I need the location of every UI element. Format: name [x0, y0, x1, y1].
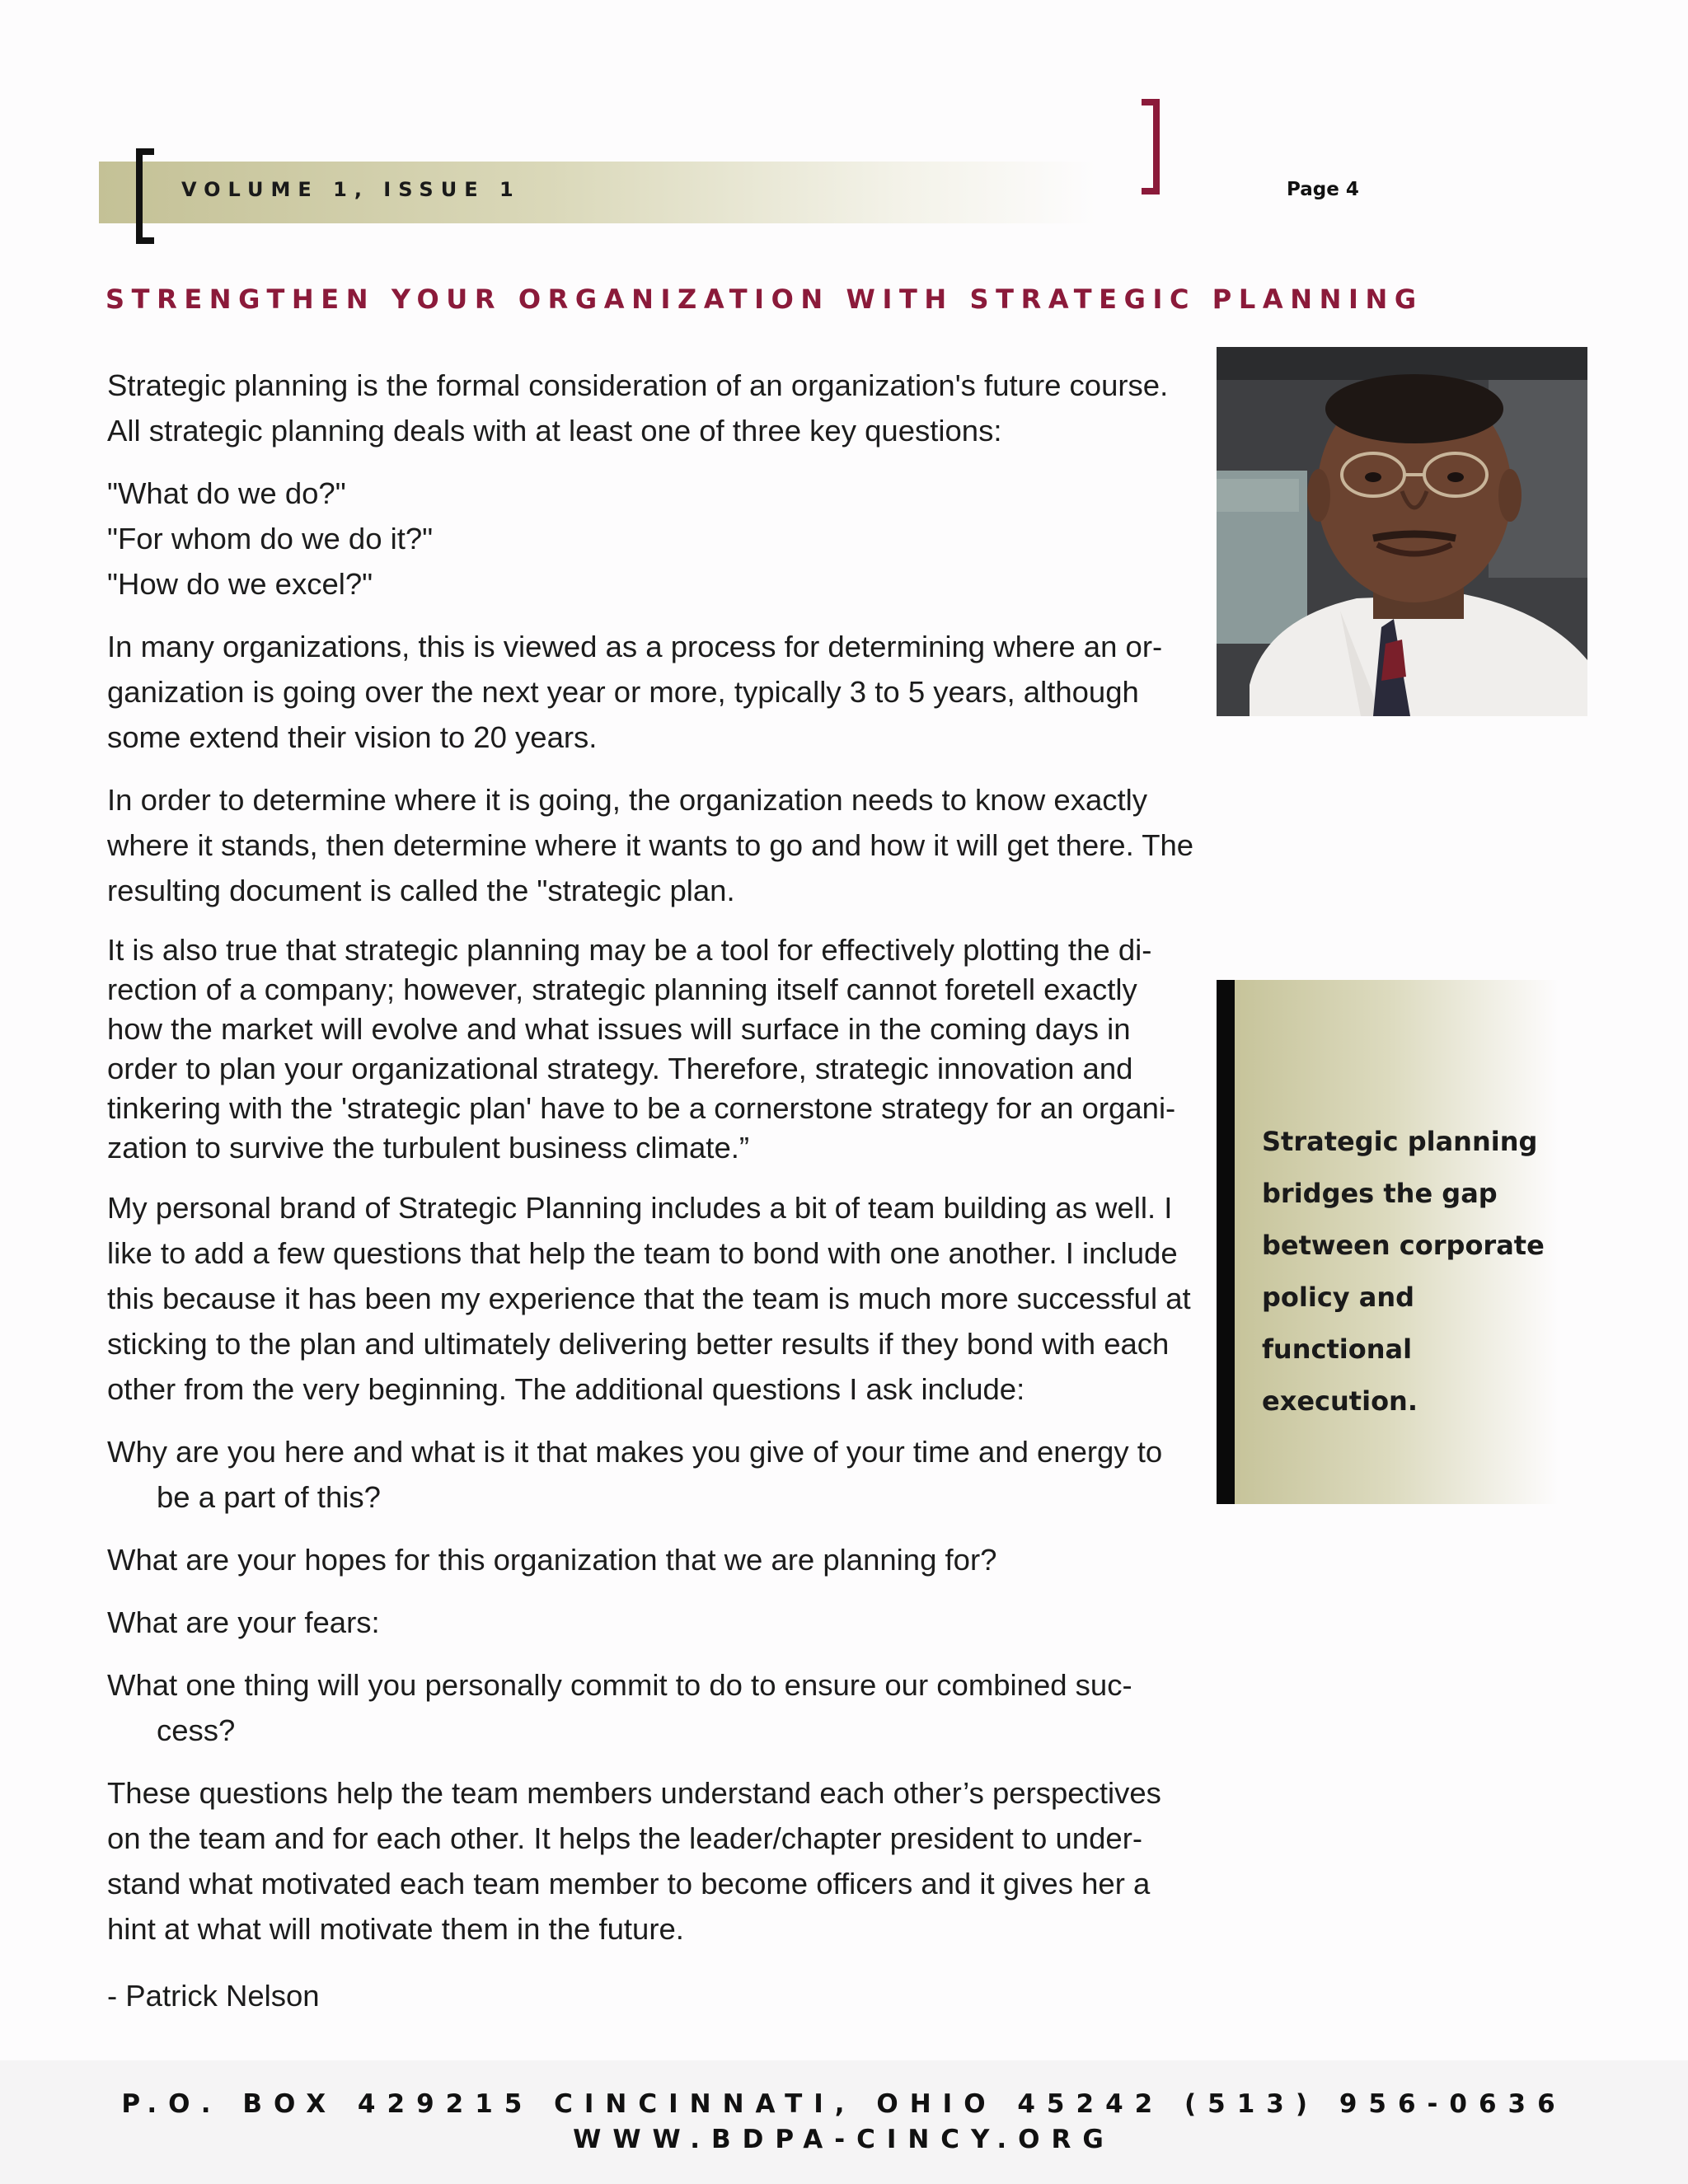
volume-issue: VOLUME 1, ISSUE 1 [181, 178, 521, 201]
paragraph: My personal brand of Strategic Planning includes a bit of team building as well. I like to add a few questions that help the team to bond with one another. I include this because it has been my experience that the team is much more successful at sticking to the plan and ultimately delivering better results if they bond with each other from the very beginning. The additional questions I ask include: [107, 1191, 1191, 1406]
paragraph-intro [107, 363, 1195, 453]
key-question: "How do we excel?" [107, 567, 373, 601]
paragraph: It is also true that strategic planning may be a tool for effectively plotting the di-rection of a company; however, strategic planning itself cannot foretell exactly how the market will evolve and what issues will surface in the coming days in order to plan your organizational strategy. Therefore, strategic innovation and tinkering with the 'strategic plan' have to be a cornerstone strategy for an organi-zation to survive the turbulent business climate.” [107, 933, 1176, 1165]
key-question: "What do we do?" [107, 476, 346, 510]
footer-address: P.O. BOX 429215 CINCINNATI, OHIO 45242 (513) 956-0636 [121, 2089, 1567, 2119]
page-number: Page 4 [1287, 179, 1359, 200]
left-bracket-ornament [136, 148, 154, 244]
article-body [107, 363, 1195, 2036]
additional-question: What are your hopes for this organization that we are planning for? [107, 1543, 997, 1577]
pull-quote-bar [1217, 980, 1235, 1504]
additional-question: What are your fears: [107, 1605, 380, 1639]
paragraph: These questions help the team members understand each other’s perspectives on the team and for each other. It helps the leader/chapter president to under-stand what motivated each team member to become officers and it gives her a hint at what will motivate them in the future. [107, 1776, 1161, 1946]
paragraph: In many organizations, this is viewed as a process for determining where an or-ganization is going over the next year or more, typically 3 to 5 years, although some extend their vision to 20 years. [107, 630, 1163, 754]
pull-quote-text: Strategic planning bridges the gap between corporate policy and functional execution. [1262, 1126, 1545, 1417]
author-photo [1217, 347, 1587, 716]
intro-line-1: Strategic planning is the formal consideration of an organization's future course. [107, 368, 1169, 402]
right-bracket-ornament [1142, 99, 1160, 194]
key-question: "For whom do we do it?" [107, 522, 434, 555]
additional-question: What one thing will you personally commit to do to ensure our combined suc-cess? [107, 1668, 1132, 1747]
author-signature: - Patrick Nelson [107, 1979, 320, 2013]
paragraph: In order to determine where it is going, the organization needs to know exactly where it stands, then determine where it wants to go and how it will get there. The resulting document is called the "strategic plan. [107, 783, 1194, 907]
intro-line-2: All strategic planning deals with at least one of three key questions: [107, 414, 1002, 448]
key-questions [107, 471, 1195, 607]
additional-question: Why are you here and what is it that makes you give of your time and energy to be a part of this? [107, 1435, 1163, 1514]
article-title: STRENGTHEN YOUR ORGANIZATION WITH STRATEGIC PLANNING [106, 284, 1423, 315]
pull-quote-box [1217, 980, 1559, 1504]
footer-band [0, 2060, 1688, 2184]
footer-website: WWW.BDPA-CINCY.ORG [573, 2125, 1115, 2154]
